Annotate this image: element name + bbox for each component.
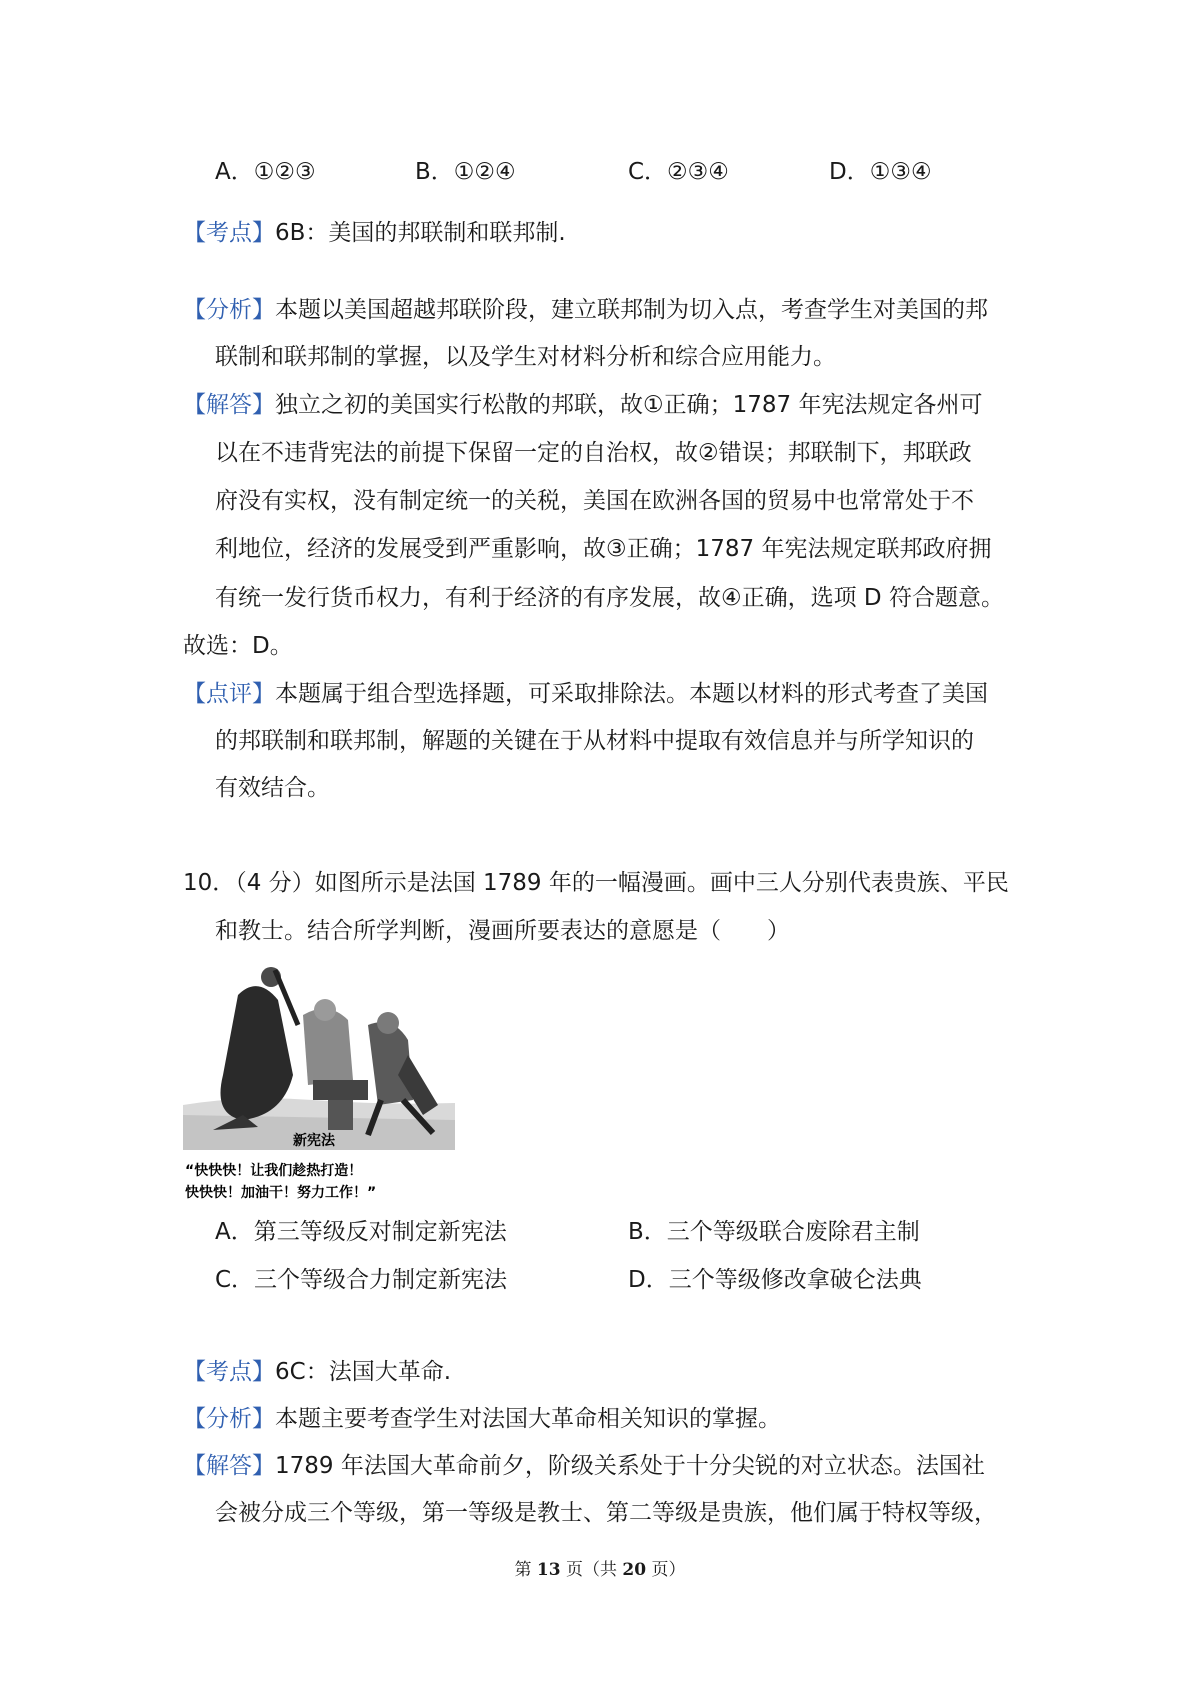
q10-fenxi-tag: 【分析】: [183, 1406, 275, 1432]
fenxi-line-2: 联制和联邦制的掌握，以及学生对材料分析和综合应用能力。: [215, 344, 836, 370]
option-a: A．①②③: [215, 159, 316, 185]
footer-mid: 页（共: [560, 1560, 623, 1580]
page-total: 20: [622, 1560, 647, 1580]
jieda-line-4: 利地位，经济的发展受到严重影响，故③正确；1787 年宪法规定联邦政府拥: [215, 536, 992, 562]
page-number: 13: [536, 1560, 561, 1580]
q10-jieda-line-1: [183, 1451, 985, 1481]
jieda-line-5: 有统一发行货币权力，有利于经济的有序发展，故④正确，选项 D 符合题意。: [215, 585, 1004, 611]
kaodian-text: 6B：美国的邦联制和联邦制.: [275, 220, 566, 246]
jieda-tag: 【解答】: [183, 392, 275, 418]
q10-stem-line-2: 和教士。结合所学判断，漫画所要表达的意愿是（ ）: [215, 918, 790, 944]
q10-kaodian-tag: 【考点】: [183, 1359, 275, 1385]
kaodian-line: [183, 218, 566, 248]
dianping-line-1: [183, 679, 988, 709]
q10-fenxi-line: [183, 1404, 781, 1434]
footer-post: 页）: [646, 1560, 686, 1580]
jieda-line-3: 府没有实权，没有制定统一的关税，美国在欧洲各国的贸易中也常常处于不: [215, 488, 974, 514]
footer-pre: 第: [514, 1560, 537, 1580]
dianping-tag: 【点评】: [183, 681, 275, 707]
fenxi-text: 本题以美国超越邦联阶段，建立联邦制为切入点，考查学生对美国的邦: [275, 297, 988, 323]
kaodian-tag: 【考点】: [183, 220, 275, 246]
cartoon-caption-2: 快快快！加油干！努力工作！”: [185, 1185, 377, 1200]
option-c: C．②③④: [628, 159, 729, 185]
cartoon-image: [183, 955, 455, 1200]
cartoon-drawing: [183, 955, 455, 1200]
q10-option-c: C．三个等级合力制定新宪法: [215, 1267, 508, 1293]
q10-kaodian-line: [183, 1357, 451, 1387]
dianping-text: 本题属于组合型选择题，可采取排除法。本题以材料的形式考查了美国: [275, 681, 988, 707]
q10-jieda-text: 1789 年法国大革命前夕，阶级关系处于十分尖锐的对立状态。法国社: [275, 1453, 985, 1479]
fenxi-line-1: [183, 295, 988, 325]
answer-line: 故选：D。: [183, 633, 293, 659]
q10-fenxi-text: 本题主要考查学生对法国大革命相关知识的掌握。: [275, 1406, 781, 1432]
option-d: D．①③④: [829, 159, 932, 185]
cartoon-caption-1: “快快快！让我们趁热打造！: [185, 1163, 363, 1179]
q10-jieda-line-2: 会被分成三个等级，第一等级是教士、第二等级是贵族，他们属于特权等级，: [215, 1500, 997, 1526]
page-footer: [0, 1555, 1200, 1580]
q10-option-d: D．三个等级修改拿破仑法典: [628, 1267, 922, 1293]
jieda-text: 独立之初的美国实行松散的邦联，故①正确；1787 年宪法规定各州可: [275, 392, 983, 418]
q10-option-a: A．第三等级反对制定新宪法: [215, 1219, 507, 1245]
q10-option-b: B．三个等级联合废除君主制: [628, 1219, 920, 1245]
jieda-line-2: 以在不违背宪法的前提下保留一定的自治权，故②错误；邦联制下，邦联政: [215, 440, 972, 466]
q10-kaodian-text: 6C：法国大革命.: [275, 1359, 452, 1385]
q10-stem-line-1: 10．（4 分）如图所示是法国 1789 年的一幅漫画。画中三人分别代表贵族、平民: [183, 870, 1009, 896]
jieda-line-1: [183, 390, 982, 420]
q10-jieda-tag: 【解答】: [183, 1453, 275, 1479]
cartoon-label: 新宪法: [293, 1133, 335, 1149]
option-b: B．①②④: [415, 159, 516, 185]
dianping-line-2: 的邦联制和联邦制，解题的关键在于从材料中提取有效信息并与所学知识的: [215, 728, 974, 754]
fenxi-tag: 【分析】: [183, 297, 275, 323]
dianping-line-3: 有效结合。: [215, 775, 330, 801]
